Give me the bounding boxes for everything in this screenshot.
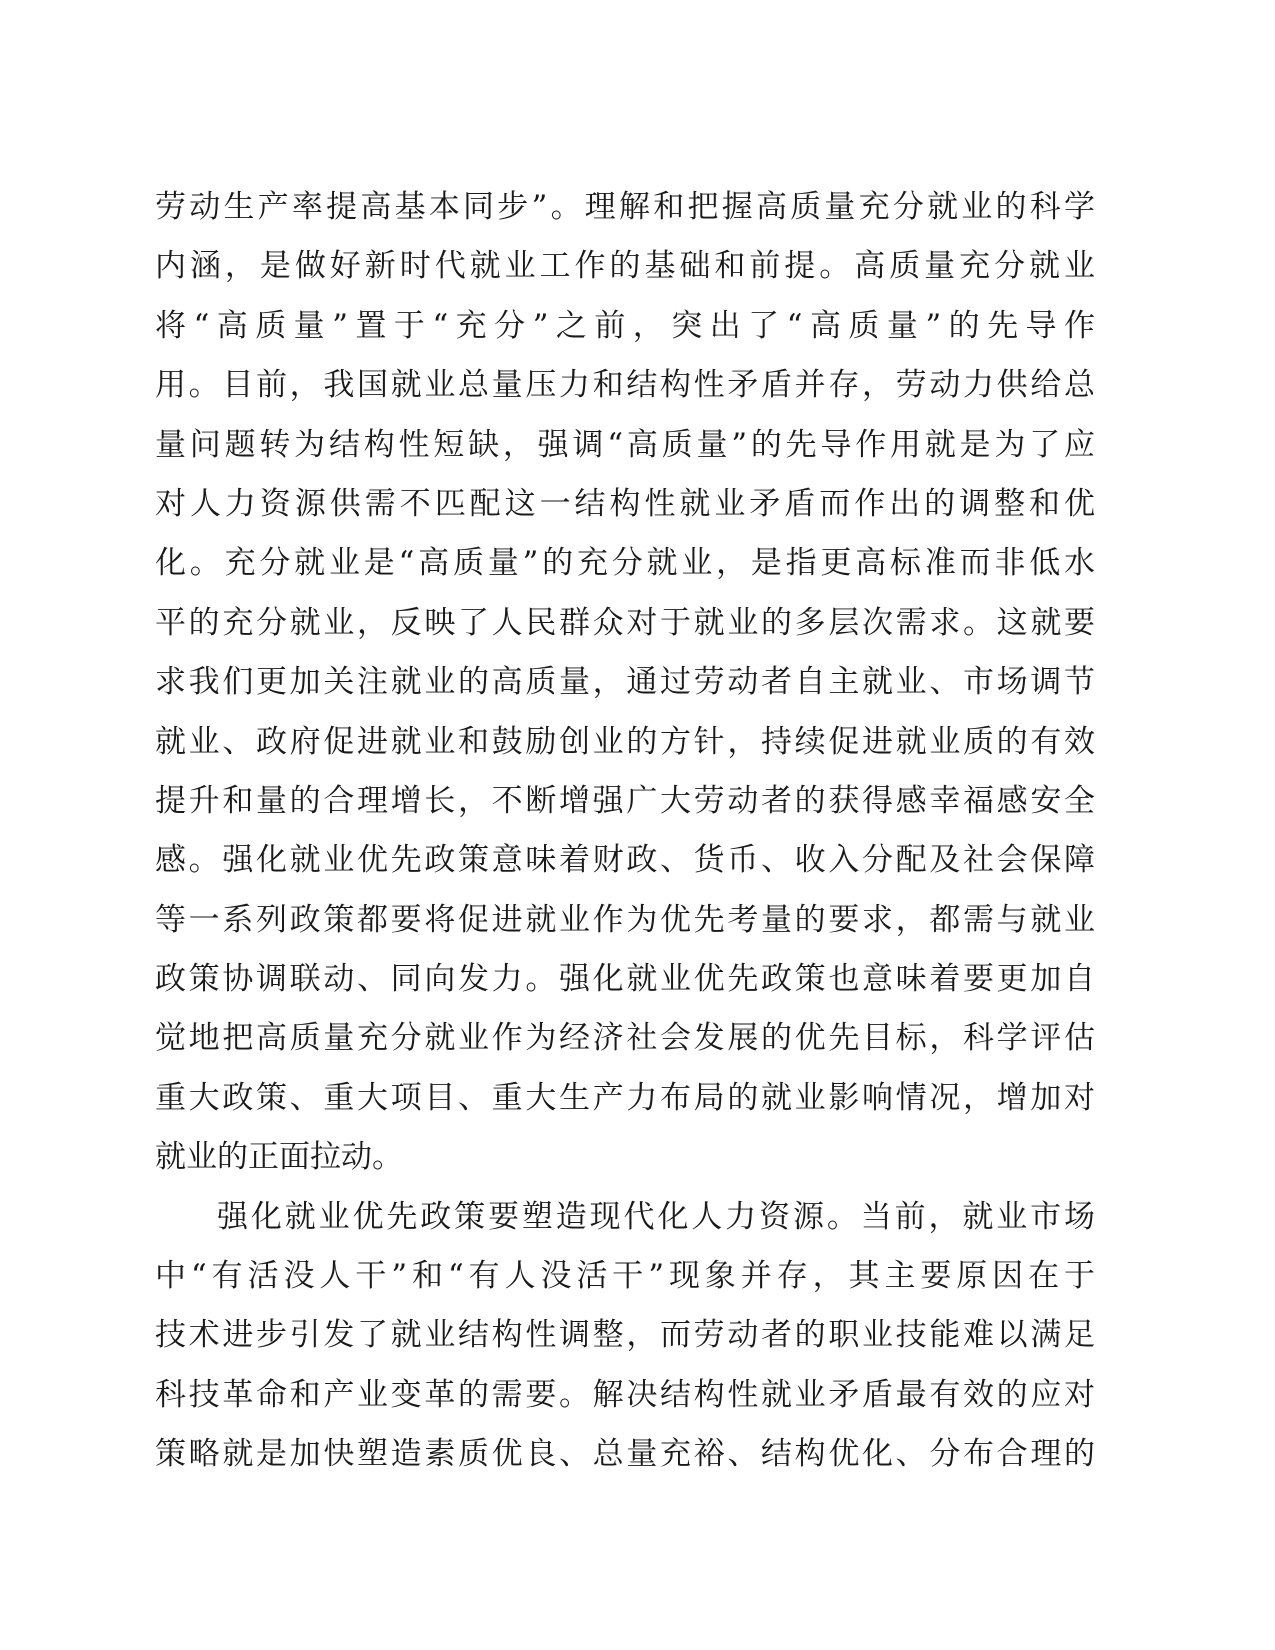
text-line: 政策协调联动、同向发力。强化就业优先政策也意味着要更加自 — [155, 961, 1095, 998]
text-line: 就业、政府促进就业和鼓励创业的方针，持续促进就业质的有效 — [155, 723, 1095, 760]
text-line: 感。强化就业优先政策意味着财政、货币、收入分配及社会保障 — [155, 842, 1095, 879]
paragraph-start-line: 强化就业优先政策要塑造现代化人力资源。当前，就业市场 — [217, 1198, 1095, 1235]
text-line: 对人力资源供需不匹配这一结构性就业矛盾而作出的调整和优 — [155, 485, 1095, 522]
text-line: 劳动生产率提高基本同步”。理解和把握高质量充分就业的科学 — [155, 189, 1095, 225]
text-line: 提升和量的合理增长，不断增强广大劳动者的获得感幸福感安全 — [155, 782, 1095, 819]
text-line: 技术进步引发了就业结构性调整，而劳动者的职业技能难以满足 — [155, 1317, 1095, 1354]
text-line: 等一系列政策都要将促进就业作为优先考量的要求，都需与就业 — [155, 901, 1095, 938]
text-line: 内涵，是做好新时代就业工作的基础和前提。高质量充分就业 — [155, 248, 1095, 285]
text-line: 将“高质量”置于“充分”之前，突出了“高质量”的先导作 — [155, 307, 1095, 344]
text-line: 科技革命和产业变革的需要。解决结构性就业矛盾最有效的应对 — [155, 1376, 1095, 1413]
text-line: 平的充分就业，反映了人民群众对于就业的多层次需求。这就要 — [155, 604, 1095, 641]
text-line: 中“有活没人干”和“有人没活干”现象并存，其主要原因在于 — [155, 1258, 1095, 1295]
body-text — [155, 178, 1095, 1485]
text-line: 重大政策、重大项目、重大生产力布局的就业影响情况，增加对 — [155, 1079, 1095, 1116]
text-line: 用。目前，我国就业总量压力和结构性矛盾并存，劳动力供给总 — [155, 367, 1095, 404]
text-line: 求我们更加关注就业的高质量，通过劳动者自主就业、市场调节 — [155, 664, 1095, 701]
text-line: 策略就是加快塑造素质优良、总量充裕、结构优化、分布合理的 — [155, 1436, 1095, 1473]
text-line: 觉地把高质量充分就业作为经济社会发展的优先目标，科学评估 — [155, 1020, 1095, 1057]
text-line: 化。充分就业是“高质量”的充分就业，是指更高标准而非低水 — [155, 545, 1095, 582]
text-line: 量问题转为结构性短缺，强调“高质量”的先导作用就是为了应 — [155, 426, 1095, 463]
paragraph-end-line: 就业的正面拉动。 — [155, 1139, 403, 1176]
